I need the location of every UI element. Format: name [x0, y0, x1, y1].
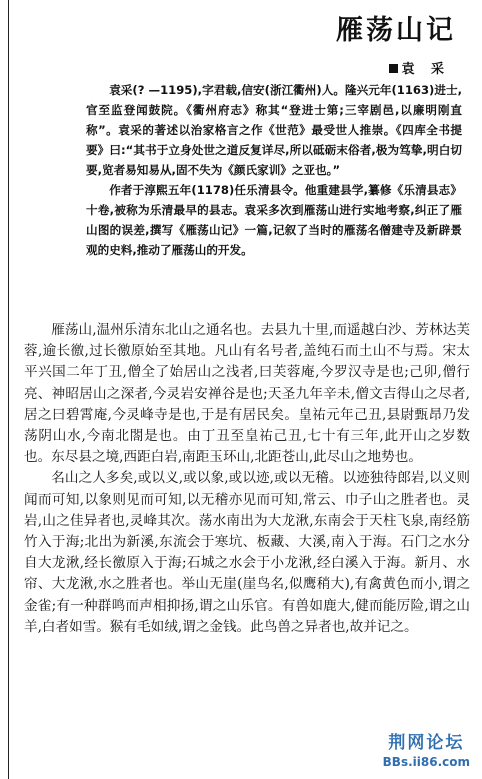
main-text [24, 320, 470, 638]
watermark-url: BBs.ii86.com [382, 755, 470, 769]
square-bullet-icon [389, 64, 398, 73]
intro-paragraph: 作者于淳熙五年(1178)任乐清县令。他重建县学,纂修《乐清县志》十卷,被称为乐清最早的县志。袁采多次到雁荡山进行实地考察,纠正了雁山图的误差,撰写《雁荡山记》一篇,记叙了当时的雁荡名僧建寺及新辟景观的史料,推动了雁荡山的开发。 [86, 183, 462, 257]
body-paragraph: 雁荡山,温州乐清东北山之通名也。去县九十里,而遥越白沙、芳林达芙蓉,逾长徼,过长徼原始至其地。凡山有名号者,盖纯石而土山不与焉。宋太平兴国二年丁丑,僧全了始居山之浅者,曰芙蓉庵,今罗汉寺是也;己卯,僧行亮、神昭居山之深者,今灵岩安禅谷是也;天圣九年辛未,僧文吉得山之尽者,居之曰碧霄庵,今灵峰寺是也,于是有居民矣。皇祐元年己丑,县尉甄昂乃发荡阴山水,今南北閤是也。由丁丑至皇祐己丑,七十有三年,此开山之岁数也。东尽县之境,西距白岩,南距玉环山,北距苍山,此尽山之地势也。 [24, 322, 470, 466]
watermark-name: 荆网论坛 [388, 733, 465, 753]
intro-paragraph: 袁采(? —1195),字君载,信安(浙江衢州)人。隆兴元年(1163)进士,官至监登闻鼓院。《衢州府志》称其“登进士第;三宰剧邑,以廉明刚直称”。袁采的著述以治家格言之作《世范》最受世人推崇。《四库全书提要》曰:“其书于立身处世之道反复详尽,所以砥砺末俗者,极为笃挚,明白切要,览者易知易从,固不失为《颜氏家训》之亚也。” [86, 83, 462, 177]
document-title: 雁荡山记 [336, 15, 456, 46]
margin-rule [8, 0, 9, 779]
author-introduction [86, 80, 462, 260]
author-name: 袁 采 [401, 62, 450, 77]
author-line [389, 58, 450, 77]
site-watermark [383, 728, 470, 769]
body-paragraph: 名山之人多矣,或以义,或以象,或以迹,或以无稽。以迹独待郎岩,以义则闻而可知,以象则见而可知,以无稽亦见而可知,常云、巾子山之胜者也。灵岩,山之佳异者也,灵峰其次。荡水南出为大龙湫,东南会于天柱飞泉,南经筋竹入于海;北出为新溪,东流会于寒坑、板藏、大溪,南入于海。石门之水分自大龙湫,经长徼原入于海;石城之水会于小龙湫,经白溪入于海。新月、水帘、大龙湫,水之胜者也。举山无崖(崖鸟名,似鹰稍大),有禽黄色而小,谓之金雀;有一种群鸣而声相抑扬,谓之山乐官。有兽如鹿大,健而能厉险,谓之山羊,白者如雪。猴有毛如绒,谓之金钱。此鸟兽之异者也,故并记之。 [24, 470, 470, 635]
